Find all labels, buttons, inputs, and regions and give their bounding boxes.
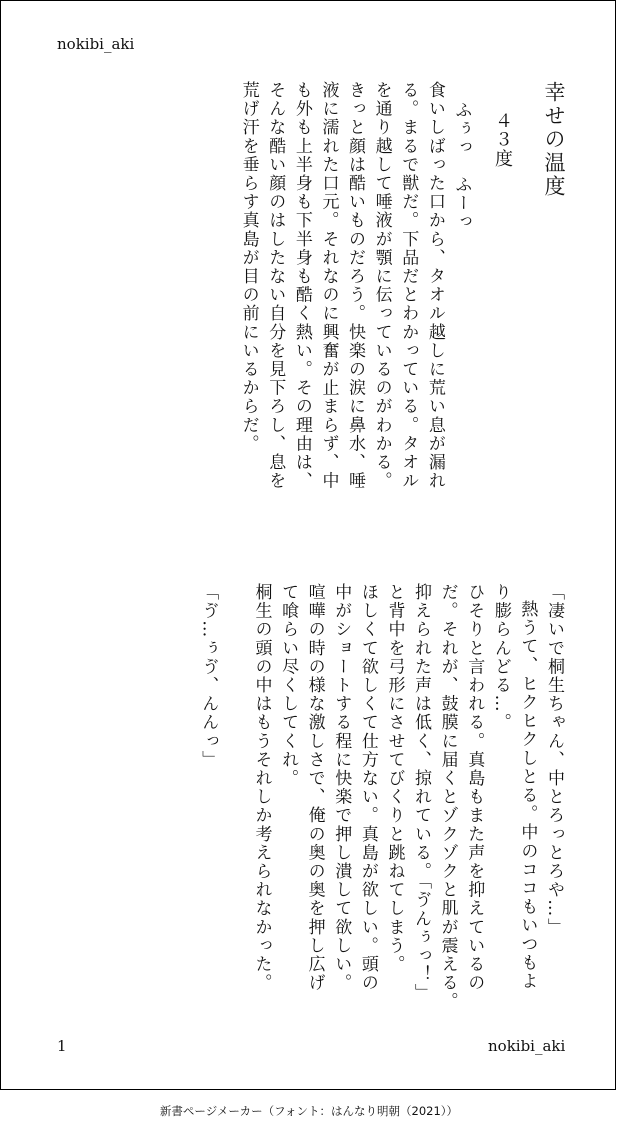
text-line: 荒げ汗を垂らす真島が目の前にいるからだ。: [238, 81, 259, 453]
text-line: り膨らんどる…。: [490, 583, 511, 732]
text-line: 熱うて、ヒクヒクしとる。中のココもいつもよ: [517, 600, 538, 991]
text-line: きっと顔は酷いものだろう。快楽の涙に鼻水、唾: [345, 81, 366, 491]
generator-credit: 新書ページメーカー（フォント：はんなり明朝（2021））: [159, 1104, 459, 1118]
text-line: 液に濡れた口元。それなのに興奮が止まらず、中: [318, 81, 339, 491]
footer-author: nokibi_aki: [488, 1037, 566, 1055]
page-number: 1: [57, 1037, 67, 1055]
header-author: nokibi_aki: [57, 35, 135, 53]
text-line: 「ゔ…ぅゔ、んんっ」: [198, 583, 219, 769]
text-line: 食いしばった口から、タオル越しに荒い息が漏れ: [424, 81, 445, 491]
text-line: 中がショートする程に快楽で押し潰して欲しい。: [331, 583, 352, 993]
blank-column: [474, 81, 488, 521]
text-line: を通り越して唾液が顎に伝っているのがわかる。: [371, 81, 392, 491]
bottom-text-block: [195, 583, 567, 1023]
text-line: そんな酷い顔のはしたない自分を見下ろし、息を: [265, 81, 286, 491]
text-line: 「凄いで桐生ちゃん、中とろっとろや…」: [544, 583, 564, 937]
top-text-block: [235, 81, 567, 521]
text-line: も外も上半身も下半身も酷く熱い。その理由は、: [291, 81, 312, 491]
blank-column: [515, 81, 541, 521]
text-line: ほしくて欲しくて仕方ない。真島が欲しい。頭の: [357, 583, 378, 993]
text-line: 喧嘩の時の様な激しさで、俺の奥の奥を押し広げ: [304, 583, 325, 993]
blank-line: [221, 583, 248, 1023]
text-line: 桐生の頭の中はもうそれしか考えられなかった。: [251, 583, 272, 993]
text-line: ひそりと言われる。真島もまた声を抑えているの: [464, 583, 485, 993]
text-line: だ。それが、鼓膜に届くとゾクゾクと肌が震える。: [437, 583, 458, 1011]
text-line: ふぅっ ふーっ: [451, 101, 472, 232]
text-line: る。まるで獣だ。下品だとわかっている。タオル: [398, 81, 419, 491]
text-line: と背中を弓形にさせてびくりと跳ねてしまう。: [384, 583, 405, 974]
text-line: て喰らい尽くしてくれ。: [278, 583, 299, 788]
story-title: 幸せの温度: [542, 81, 566, 199]
text-line: 抑えられた声は低く、掠れている。「ゔんぅっ！」: [411, 583, 432, 1003]
chapter-heading: ４３度: [492, 111, 513, 168]
